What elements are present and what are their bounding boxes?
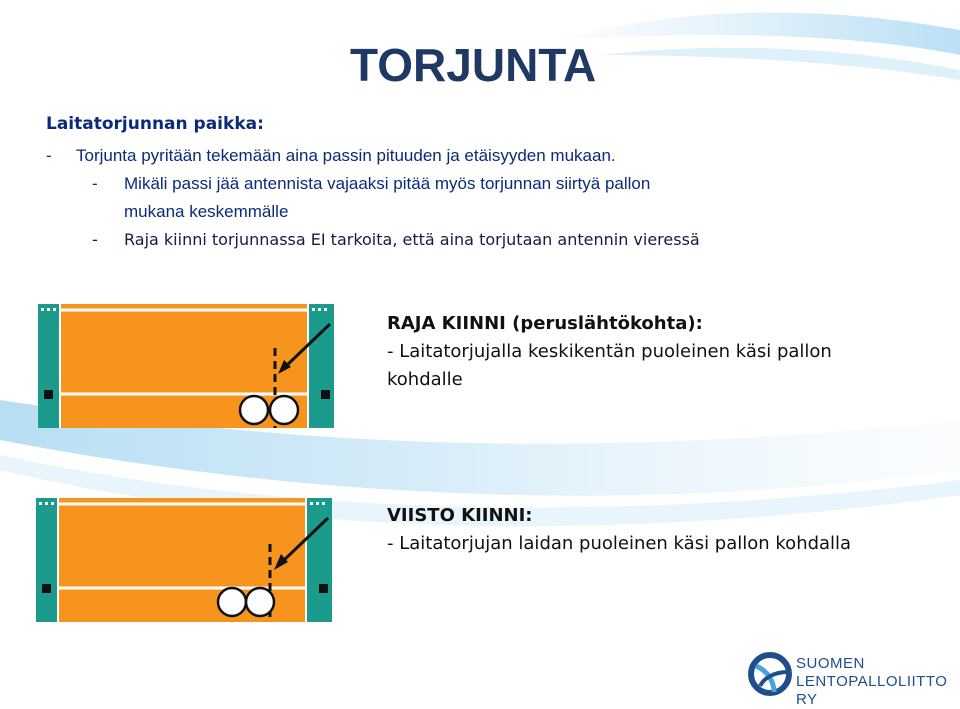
intro-section — [46, 114, 926, 254]
logo-line-2: LENTOPALLOLIITTO RY — [796, 673, 948, 708]
volleyball-logo-icon — [748, 652, 792, 696]
post-left — [38, 304, 60, 428]
bullet-dash: - — [92, 230, 98, 249]
logo-text — [796, 655, 948, 709]
bullet-text: Mikäli passi jää antennista vajaaksi pitää myös torjunnan siirtyä pallon — [124, 174, 651, 193]
bullet-dash: - — [46, 146, 52, 165]
post-right — [306, 498, 332, 622]
player-circle — [218, 588, 246, 616]
caption-raja-kiinni — [387, 310, 907, 394]
caption-viisto-kiinni — [387, 502, 947, 558]
player-circle — [270, 396, 298, 424]
caption-line: kohdalle — [387, 369, 463, 390]
player-circle — [246, 588, 274, 616]
post-left — [36, 498, 58, 622]
court-diagram-raja-kiinni — [38, 304, 334, 428]
court-diagram-viisto-kiinni — [36, 498, 332, 622]
bullet-dash: - — [92, 174, 98, 193]
intro-bullet — [46, 170, 926, 198]
player-circle — [240, 396, 268, 424]
caption-title: VIISTO KIINNI: — [387, 505, 533, 526]
bullet-text: Torjunta pyritään tekemään aina passin pituuden ja etäisyyden mukaan. — [76, 146, 616, 165]
bullet-text: mukana keskemmälle — [124, 202, 289, 221]
intro-heading: Laitatorjunnan paikka: — [46, 114, 264, 134]
intro-bullet-continuation — [46, 198, 926, 226]
lentopalloliitto-logo — [748, 652, 948, 708]
intro-bullet — [46, 226, 926, 254]
caption-line: - Laitatorjujalla keskikentän puoleinen käsi pallon — [387, 341, 832, 362]
logo-line-1: SUOMEN — [796, 655, 865, 672]
intro-bullet — [46, 142, 926, 170]
caption-line: - Laitatorjujan laidan puoleinen käsi pallon kohdalla — [387, 533, 852, 554]
page-title: TORJUNTA — [350, 39, 597, 91]
post-right — [308, 304, 334, 428]
bullet-text: Raja kiinni torjunnassa EI tarkoita, että aina torjutaan antennin vieressä — [124, 230, 700, 249]
caption-title: RAJA KIINNI (peruslähtökohta): — [387, 313, 703, 334]
